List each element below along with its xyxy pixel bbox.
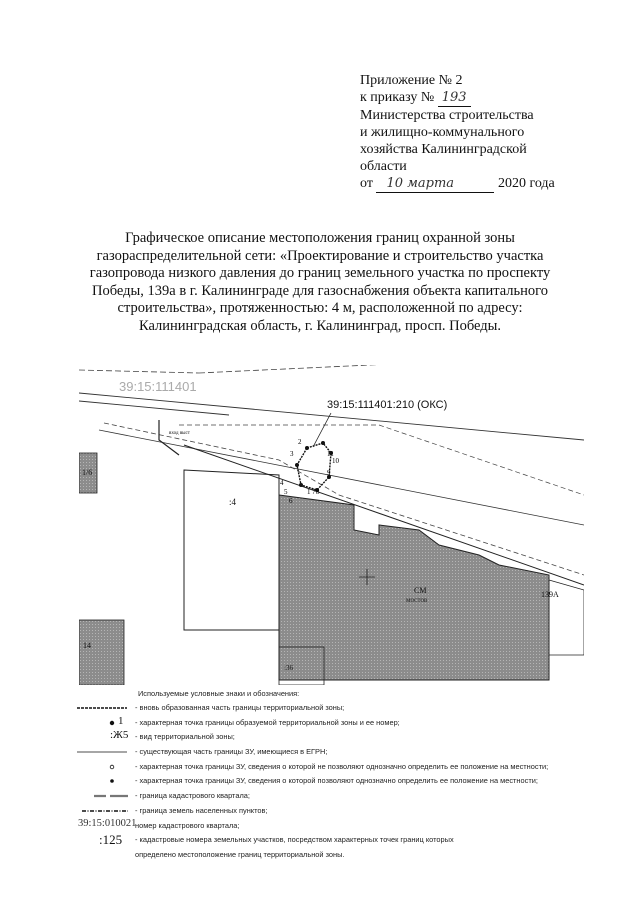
legend-heading: Используемые условные знаки и обозначения: [138,689,300,698]
title-line: Калининградская область, г. Калининград, просп. Победы. [139,317,501,334]
legend-item [72,789,592,804]
point-label: 9 [327,469,331,477]
existing-boundary-symbol [72,745,130,759]
legend-item [72,730,592,745]
date-prefix: от [360,176,373,191]
legend-text: - характерная точка границы ЗУ, сведения о которой позволяют однозначно определить ее положение на местности; [135,776,538,786]
legend-symbol-text: :Ж5 [110,729,129,742]
point-label: 8 [316,488,320,496]
solid-point-symbol [72,774,130,788]
legend-text: - характерная точка границы ЗУ, сведения о которой не позволяют однозначно определить ее положение на местности; [135,761,549,771]
legend-text: - характерная точка границы образуемой территориальной зоны и ее номер; [135,717,400,727]
point-label: 11 [327,450,334,458]
order-line [360,89,630,107]
legend-text: - вновь образованная часть границы территориальной зоны; [135,703,345,712]
legend-symbol-text: 1 [118,714,124,727]
legend-item [72,804,592,819]
point-label: 1 [307,488,311,496]
legend-text: - граница кадастрового квартала; [135,791,250,801]
ministry-line-4: области [360,159,407,174]
small-label: вход выст [169,431,190,436]
title-line: строительства», протяженностью: 4 м, расположенной по адресу: [117,300,523,316]
point-label: 5 [284,488,288,496]
legend-item [72,774,592,789]
ministry-line-3: хозяйства Калининградской [360,142,527,157]
title-line: газопровода низкого давления до границ земельного участка по проспекту [89,265,551,281]
legend-symbol-text: :125 [99,832,123,848]
building-label: СМ [414,586,427,595]
point-label: 6 [289,497,293,505]
legend-item [72,745,592,760]
legend-item [72,760,592,775]
legend-item [72,819,592,834]
title-line: Графическое описание местоположения границ охранной зоны [125,230,515,246]
title-line: газораспределительной сети: «Проектирование и строительство участка [96,247,544,264]
legend-item [72,848,592,863]
cadastral-map [79,365,584,685]
order-header [360,72,630,193]
order-prefix: к приказу № [360,90,435,105]
parcel-label: :4 [229,497,237,507]
legend-text: - кадастровые номера земельных участков, посредством характерных точек границ которых [135,835,454,845]
ministry-line-2: и жилищно-коммунального [360,125,525,140]
parcel-label: :36 [284,664,293,672]
legend-item [72,716,592,731]
point-label: 3 [290,450,294,458]
date-line [360,175,630,193]
point-label: 2 [298,438,302,446]
hollow-point-symbol [72,760,130,774]
parcel-label: 139А [541,590,559,599]
legend-item [72,833,592,848]
legend-text: - вид территориальной зоны; [135,732,235,742]
quarter-boundary-symbol [72,789,130,803]
settlement-boundary-symbol [72,804,130,818]
order-number-handwritten: 193 [438,89,471,107]
legend [72,686,592,863]
new-zone-line-symbol [72,701,130,715]
legend-symbol-text: 39:15:010021 [78,817,137,829]
title-line: Победы, 139а в г. Калининграде для газоснабжения объекта капитального [91,282,548,299]
building-label: МОСТОВ [406,599,428,604]
point-label: 10 [332,457,339,465]
legend-text: определено местоположение границ территориальной зоны. [135,850,345,860]
point-label: 7 [312,488,316,496]
date-handwritten: 10 марта [386,176,455,191]
legend-text: - граница земель населенных пунктов; [135,805,268,815]
point-label: 4 [280,479,284,487]
document-title [60,230,580,335]
legend-text: номер кадастрового квартала; [135,820,240,830]
ministry-line-1: Министерства строительства [360,108,534,123]
legend-text: - существующая часть границы ЗУ, имеющиеся в ЕГРН; [135,747,328,757]
parcel-label: 14 [83,641,91,650]
date-suffix: 2020 года [497,176,555,191]
parcel-label: 1/6 [82,468,93,477]
legend-item [72,701,592,716]
appendix-line: Приложение № 2 [360,73,463,88]
quarter-label: 39:15:111401 [119,379,197,394]
oks-label: 39:15:111401:210 (ОКС) [327,399,448,411]
